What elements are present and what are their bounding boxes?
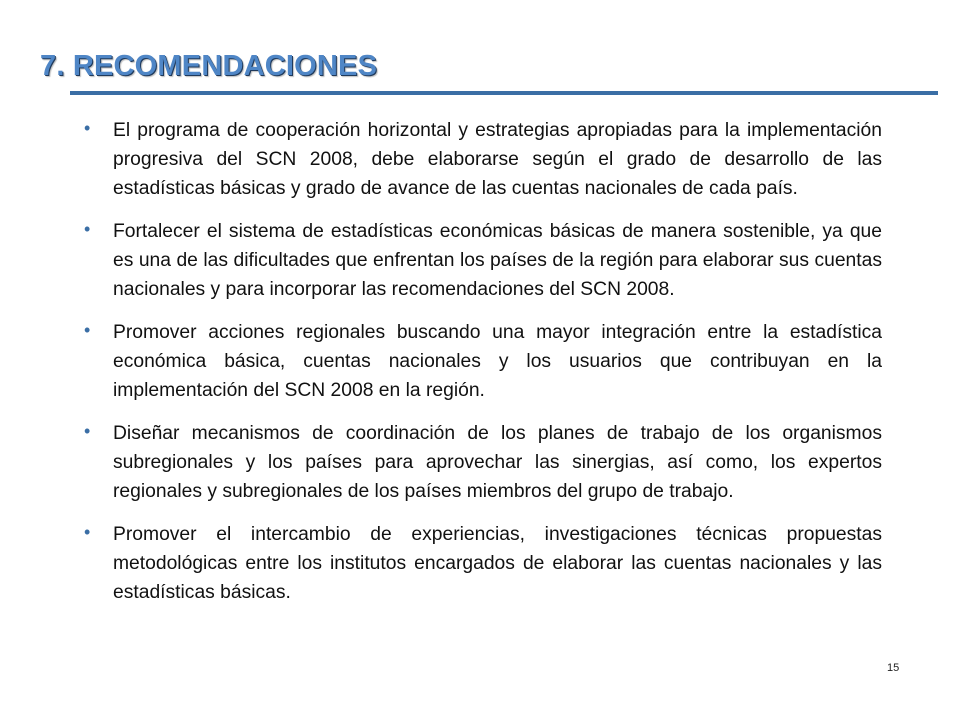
page-title: 7. RECOMENDACIONES <box>40 50 378 82</box>
bullet-icon: • <box>84 522 91 542</box>
title-underline <box>70 91 938 95</box>
page-number: 15 <box>887 662 900 674</box>
bullet-icon: • <box>84 320 91 340</box>
bullet-item <box>76 116 882 203</box>
bullet-item <box>76 318 882 405</box>
bullet-item <box>76 217 882 304</box>
bullet-icon: • <box>84 118 91 138</box>
bullet-item <box>76 520 882 607</box>
bullet-text: Fortalecer el sistema de estadísticas económicas básicas de manera sostenible, ya que es una de las dificultades que enfrentan los países de la región para elaborar sus cuentas nacionales y para incorporar las recomendaciones del SCN 2008. <box>113 221 882 300</box>
bullet-icon: • <box>84 421 91 441</box>
bullet-icon: • <box>84 219 91 239</box>
bullet-text: Promover acciones regionales buscando una mayor integración entre la estadística económica básica, cuentas nacionales y los usuarios que contribuyan en la implementación del SCN 2008 en la región. <box>113 322 882 401</box>
bullet-item <box>76 419 882 506</box>
bullet-text: Diseñar mecanismos de coordinación de los planes de trabajo de los organismos subregionales y los países para aprovechar las sinergias, así como, los expertos regionales y subregionales de los países miembros del grupo de trabajo. <box>113 423 882 502</box>
bullet-text: Promover el intercambio de experiencias, investigaciones técnicas propuestas metodológicas entre los institutos encargados de elaborar las cuentas nacionales y las estadísticas básicas. <box>113 524 882 603</box>
bullet-list <box>76 116 882 621</box>
bullet-text: El programa de cooperación horizontal y estrategias apropiadas para la implementación progresiva del SCN 2008, debe elaborarse según el grado de desarrollo de las estadísticas básicas y grado de avance de las cuentas nacionales de cada país. <box>113 120 882 199</box>
